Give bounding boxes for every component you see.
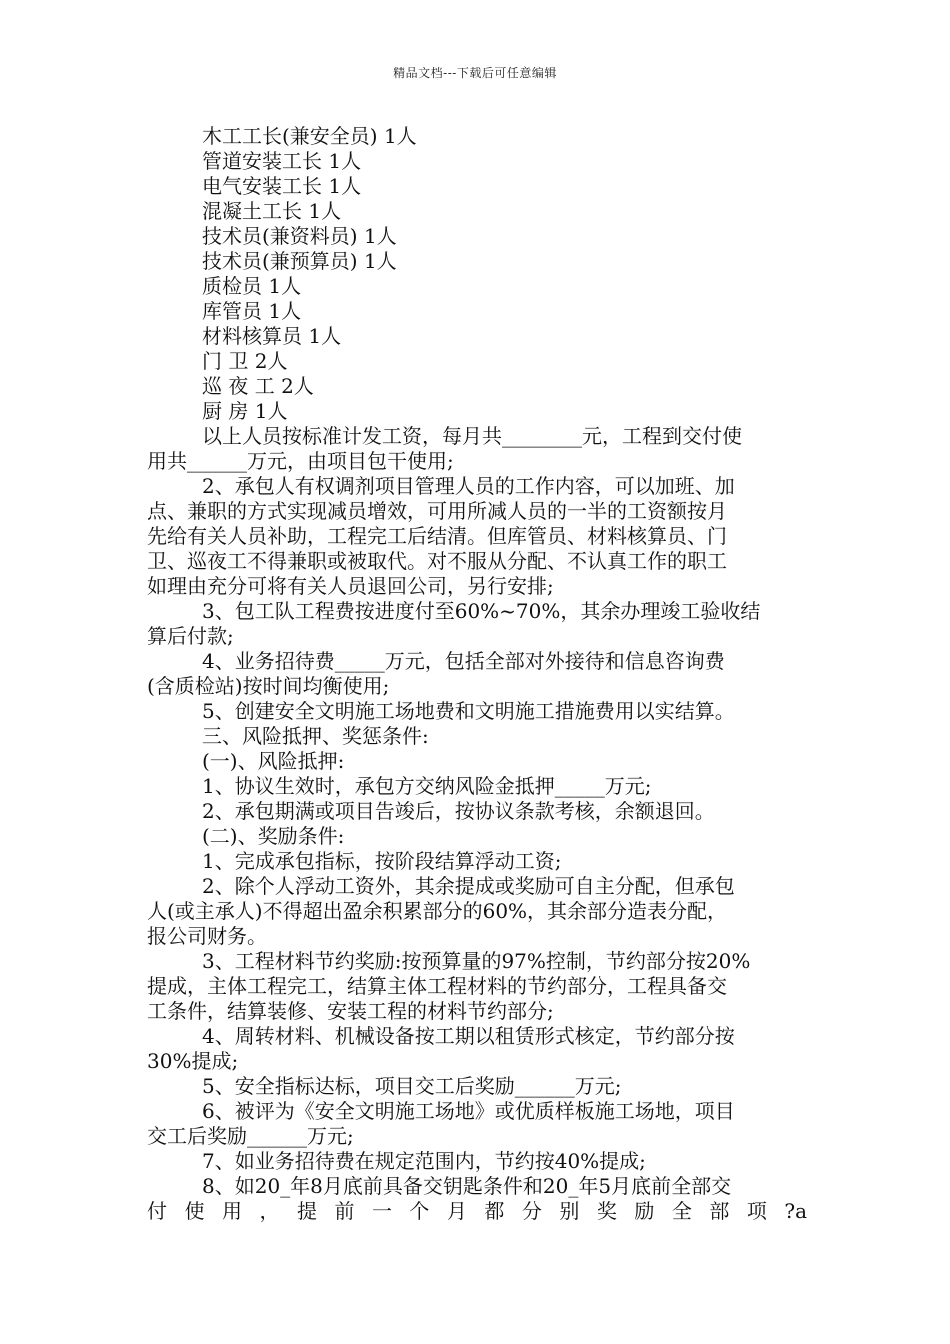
staff-item: 技术员(兼资料员) 1人 [202,224,397,248]
text-line: 2、承包期满或项目告竣后，按协议条款考核，余额退回。 [202,799,715,823]
text-line: 如理由充分可将有关人员退回公司，另行安排; [147,574,554,598]
text-line: (一)、风险抵押: [202,749,345,773]
contract-text [147,424,807,1224]
staff-item: 厨 房 1人 [202,399,288,423]
text-line: 付使用，提前一个月都分别奖励全部项?a [147,1199,807,1223]
staff-item: 门 卫 2人 [202,349,288,373]
staff-item: 巡 夜 工 2人 [202,374,314,398]
staff-item: 库管员 1人 [202,299,302,323]
text-line: 人(或主承人)不得超出盈余积累部分的60%，其余部分造表分配， [147,899,728,923]
text-line: 4、周转材料、机械设备按工期以租赁形式核定，节约部分按 [202,1024,735,1048]
staff-item: 木工工长(兼安全员) 1人 [202,124,417,148]
text-line: 2、除个人浮动工资外，其余提成或奖励可自主分配，但承包 [202,874,735,898]
page-header: 精品文档---下载后可任意编辑 [393,66,557,80]
text-line: 3、工程材料节约奖励:按预算量的97%控制，节约部分按20% [202,949,751,973]
text-line: 6、被评为《安全文明施工场地》或优质样板施工场地，项目 [202,1099,735,1123]
text-line: 三、风险抵押、奖惩条件: [202,724,429,748]
text-line: 1、协议生效时，承包方交纳风险金抵押_____万元; [202,774,652,798]
staff-list [147,124,807,424]
staff-item: 材料核算员 1人 [202,324,342,348]
staff-item: 混凝土工长 1人 [202,199,342,223]
text-line: 工条件，结算装修、安装工程的材料节约部分; [147,999,554,1023]
text-line: 报公司财务。 [147,924,267,948]
text-line: 8、如20_年8月底前具备交钥匙条件和20_年5月底前全部交 [202,1174,732,1198]
text-line: 点、兼职的方式实现减员增效，可用所减人员的一半的工资额按月 [147,499,727,523]
text-line: 算后付款; [147,624,234,648]
text-line: 以上人员按标准计发工资，每月共________元，工程到交付使 [202,424,742,448]
text-line: 卫、巡夜工不得兼职或被取代。对不服从分配、不认真工作的职工 [147,549,727,573]
text-line: 交工后奖励______万元; [147,1124,354,1148]
text-line: 3、包工队工程费按进度付至60%~70%，其余办理竣工验收结 [202,599,761,623]
staff-item: 质检员 1人 [202,274,302,298]
text-line: 1、完成承包指标，按阶段结算浮动工资; [202,849,562,873]
text-line: 5、安全指标达标，项目交工后奖励______万元; [202,1074,622,1098]
text-line: 2、承包人有权调剂项目管理人员的工作内容，可以加班、加 [202,474,735,498]
text-line: 4、业务招待费_____万元，包括全部对外接待和信息咨询费 [202,649,725,673]
text-line: 7、如业务招待费在规定范围内，节约按40%提成; [202,1149,646,1173]
text-line: 用共______万元，由项目包干使用; [147,449,454,473]
document-body [147,124,807,1224]
staff-item: 管道安装工长 1人 [202,149,362,173]
staff-item: 电气安装工长 1人 [202,174,362,198]
text-line: 30%提成; [147,1049,239,1073]
text-line: 提成，主体工程完工，结算主体工程材料的节约部分，工程具备交 [147,974,727,998]
text-line: (二)、奖励条件: [202,824,345,848]
text-line: (含质检站)按时间均衡使用; [147,674,390,698]
text-line: 5、创建安全文明施工场地费和文明施工措施费用以实结算。 [202,699,735,723]
staff-item: 技术员(兼预算员) 1人 [202,249,397,273]
text-line: 先给有关人员补助，工程完工后结清。但库管员、材料核算员、门 [147,524,727,548]
